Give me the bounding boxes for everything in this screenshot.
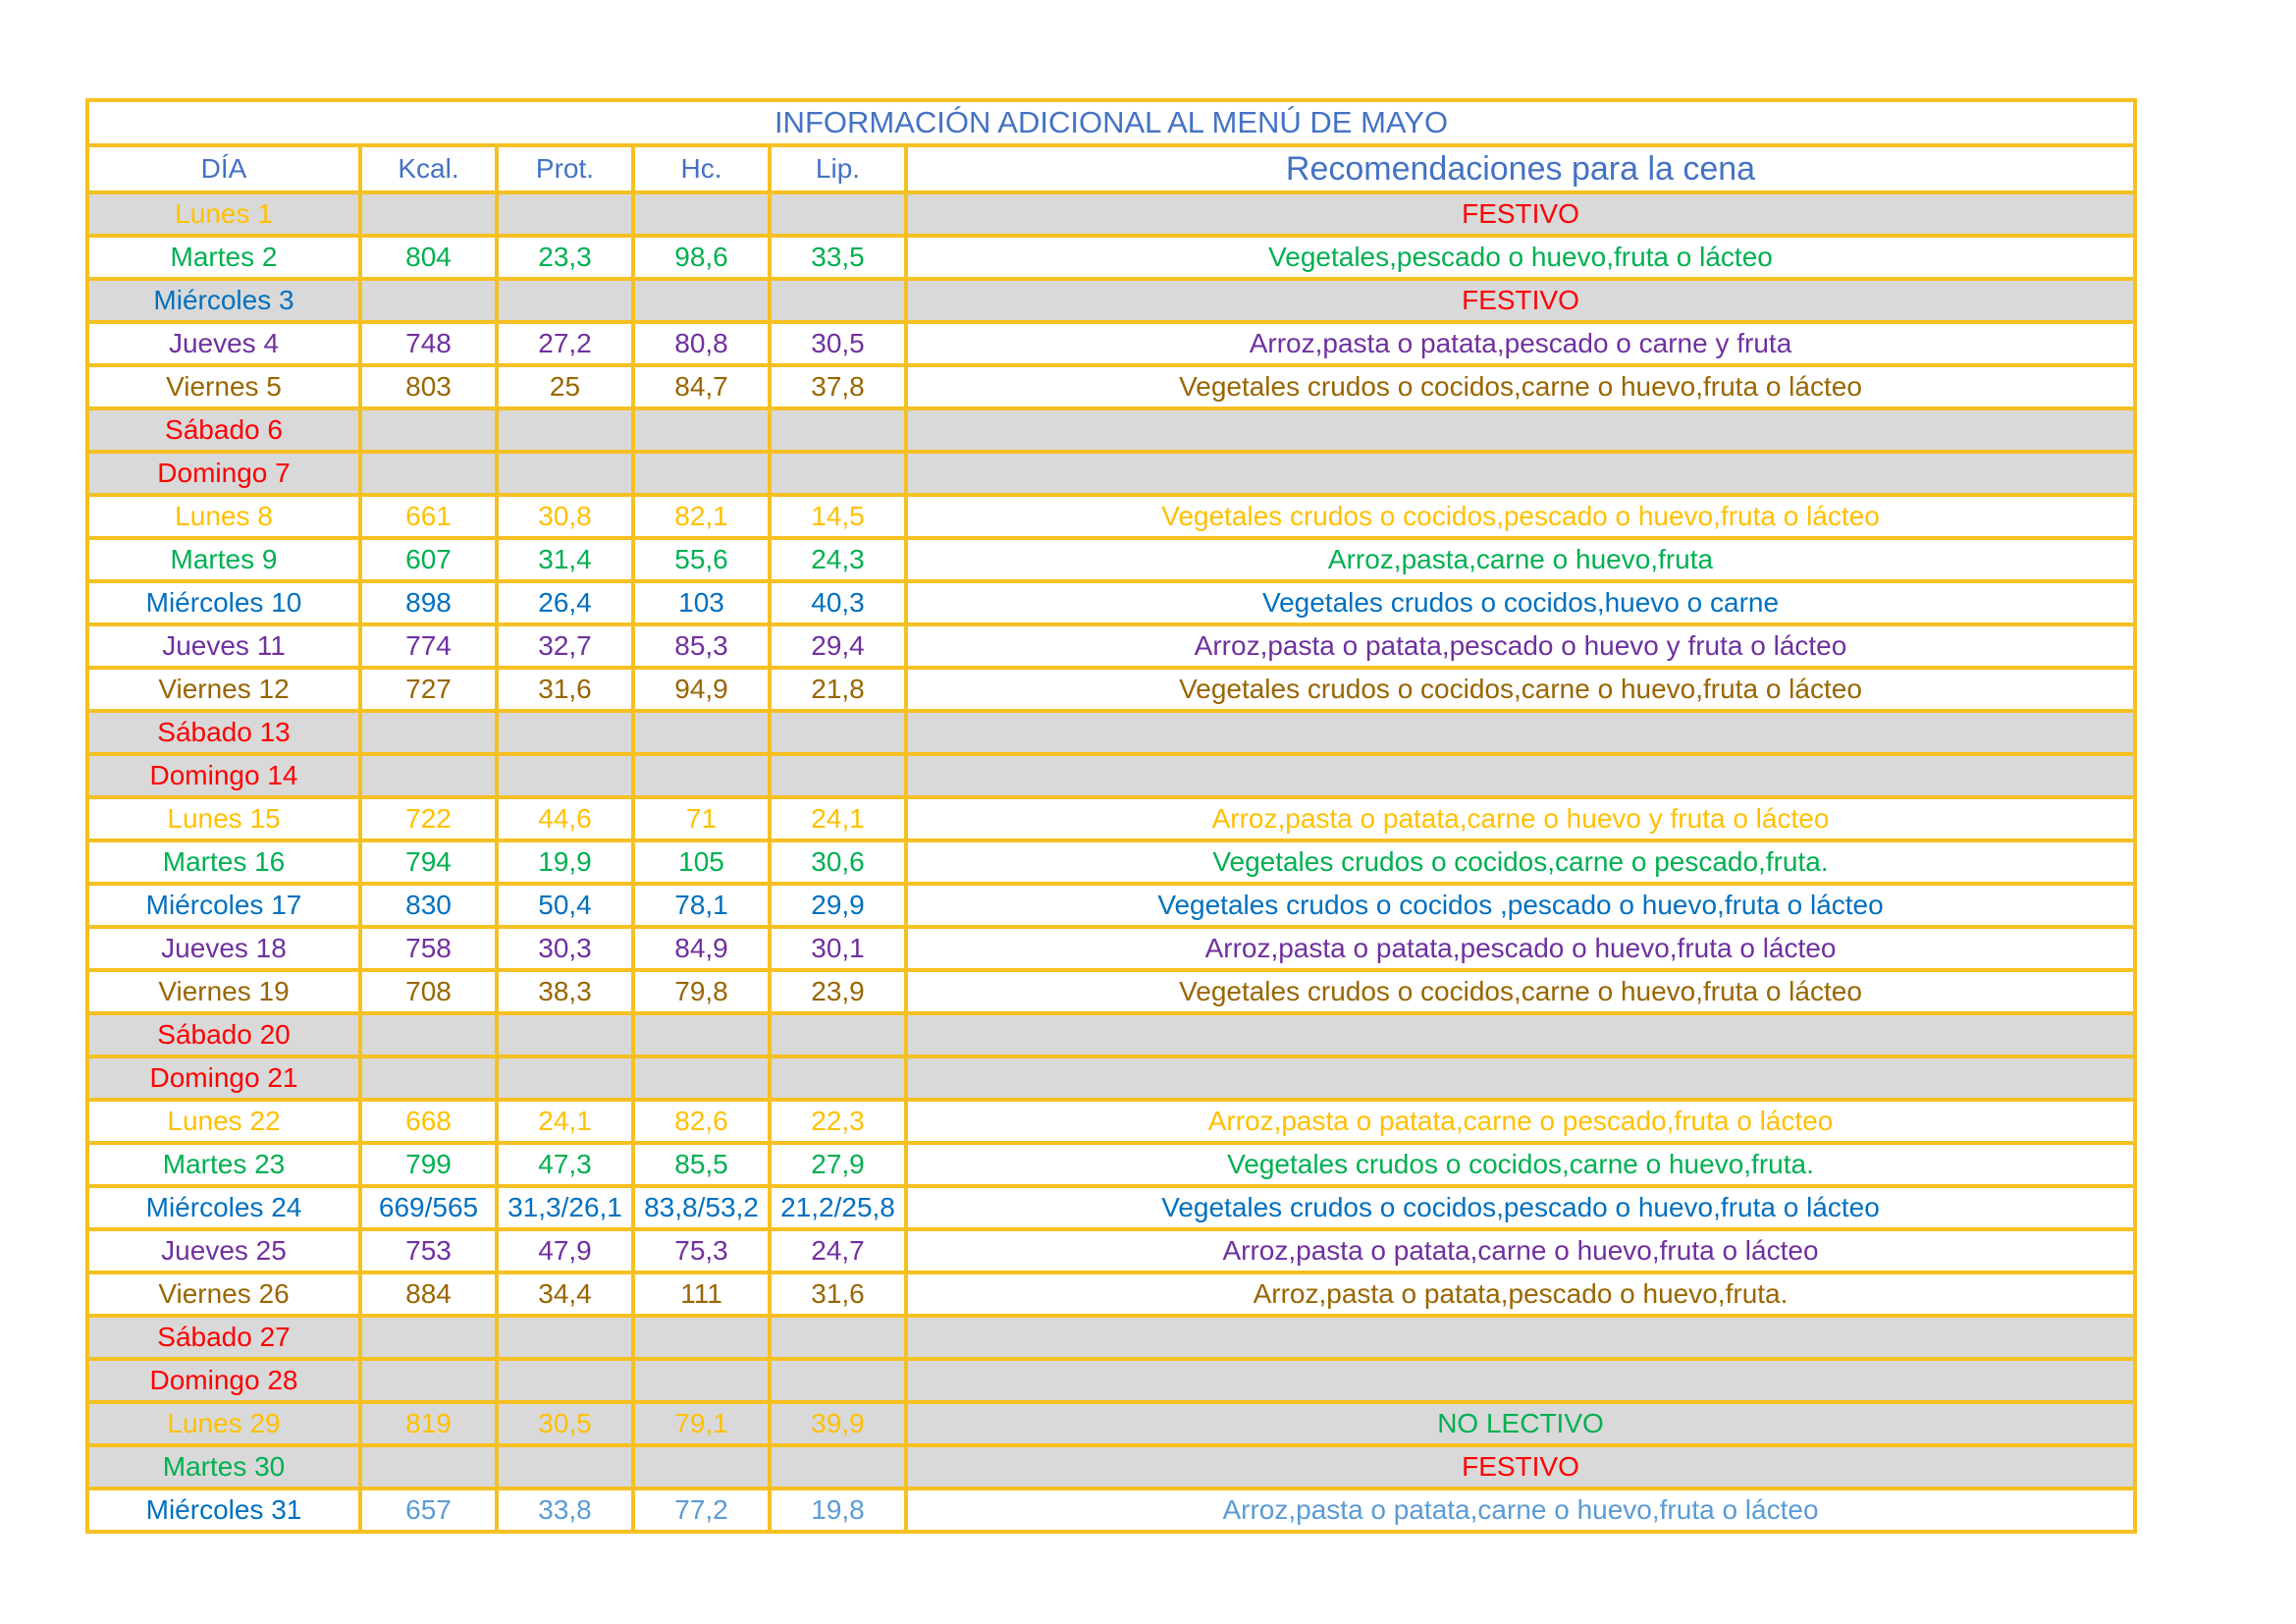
recommendation-cell: Arroz,pasta o patata,carne o huevo,fruta o lácteo	[906, 1229, 2135, 1272]
hc-cell: 75,3	[633, 1229, 770, 1272]
lip-cell: 30,5	[770, 322, 906, 365]
prot-cell: 31,6	[497, 668, 633, 711]
hc-cell: 82,6	[633, 1100, 770, 1143]
lip-cell	[770, 408, 906, 452]
hc-cell: 98,6	[633, 236, 770, 279]
hc-cell	[633, 408, 770, 452]
recommendation-cell: Arroz,pasta o patata,carne o huevo y fruta o lácteo	[906, 797, 2135, 840]
recommendation-cell	[906, 1056, 2135, 1100]
table-row	[87, 1489, 2135, 1532]
hc-cell	[633, 1359, 770, 1402]
kcal-cell	[360, 408, 497, 452]
day-cell: Domingo 28	[87, 1359, 360, 1402]
header-day: DÍA	[87, 145, 360, 192]
recommendation-cell	[906, 754, 2135, 797]
day-cell: Sábado 20	[87, 1013, 360, 1056]
hc-cell: 55,6	[633, 538, 770, 581]
prot-cell: 34,4	[497, 1272, 633, 1316]
kcal-cell	[360, 452, 497, 495]
hc-cell: 111	[633, 1272, 770, 1316]
day-cell: Domingo 7	[87, 452, 360, 495]
prot-cell: 33,8	[497, 1489, 633, 1532]
recommendation-cell: Arroz,pasta o patata,pescado o carne y fruta	[906, 322, 2135, 365]
lip-cell	[770, 452, 906, 495]
recommendation-cell: Vegetales crudos o cocidos,carne o huevo,fruta o lácteo	[906, 970, 2135, 1013]
hc-cell	[633, 452, 770, 495]
recommendation-cell	[906, 711, 2135, 754]
table-row	[87, 236, 2135, 279]
recommendation-cell: Vegetales crudos o cocidos,carne o pescado,fruta.	[906, 840, 2135, 884]
table-row	[87, 1186, 2135, 1229]
recommendation-cell: Arroz,pasta o patata,pescado o huevo y fruta o lácteo	[906, 624, 2135, 668]
prot-cell	[497, 408, 633, 452]
lip-cell	[770, 192, 906, 236]
prot-cell: 47,9	[497, 1229, 633, 1272]
lip-cell: 39,9	[770, 1402, 906, 1445]
lip-cell: 24,3	[770, 538, 906, 581]
day-cell: Viernes 26	[87, 1272, 360, 1316]
lip-cell: 21,2/25,8	[770, 1186, 906, 1229]
lip-cell: 23,9	[770, 970, 906, 1013]
table-row	[87, 1402, 2135, 1445]
lip-cell	[770, 1013, 906, 1056]
day-cell: Lunes 8	[87, 495, 360, 538]
recommendation-cell: Vegetales crudos o cocidos,carne o huevo,fruta o lácteo	[906, 365, 2135, 408]
title-row	[87, 100, 2135, 145]
table-row	[87, 452, 2135, 495]
prot-cell: 38,3	[497, 970, 633, 1013]
prot-cell: 32,7	[497, 624, 633, 668]
kcal-cell: 661	[360, 495, 497, 538]
hc-cell: 71	[633, 797, 770, 840]
day-cell: Miércoles 24	[87, 1186, 360, 1229]
kcal-cell	[360, 711, 497, 754]
kcal-cell: 669/565	[360, 1186, 497, 1229]
prot-cell	[497, 1445, 633, 1489]
kcal-cell: 657	[360, 1489, 497, 1532]
day-cell: Lunes 15	[87, 797, 360, 840]
lip-cell: 37,8	[770, 365, 906, 408]
prot-cell	[497, 1056, 633, 1100]
prot-cell: 44,6	[497, 797, 633, 840]
day-cell: Jueves 4	[87, 322, 360, 365]
recommendation-cell	[906, 452, 2135, 495]
header-lip: Lip.	[770, 145, 906, 192]
table-row	[87, 797, 2135, 840]
day-cell: Martes 2	[87, 236, 360, 279]
table-row	[87, 1056, 2135, 1100]
prot-cell: 50,4	[497, 884, 633, 927]
day-cell: Martes 23	[87, 1143, 360, 1186]
recommendation-cell	[906, 1316, 2135, 1359]
kcal-cell: 722	[360, 797, 497, 840]
table-row	[87, 322, 2135, 365]
hc-cell: 82,1	[633, 495, 770, 538]
table-row	[87, 970, 2135, 1013]
recommendation-cell: FESTIVO	[906, 192, 2135, 236]
recommendation-cell: Arroz,pasta,carne o huevo,fruta	[906, 538, 2135, 581]
day-cell: Martes 16	[87, 840, 360, 884]
table-row	[87, 1013, 2135, 1056]
prot-cell	[497, 1359, 633, 1402]
table-row	[87, 581, 2135, 624]
table-row	[87, 884, 2135, 927]
header-recommendations: Recomendaciones para la cena	[906, 145, 2135, 192]
hc-cell: 94,9	[633, 668, 770, 711]
prot-cell: 25	[497, 365, 633, 408]
prot-cell	[497, 1316, 633, 1359]
lip-cell: 30,1	[770, 927, 906, 970]
day-cell: Sábado 27	[87, 1316, 360, 1359]
table-row	[87, 668, 2135, 711]
hc-cell	[633, 1056, 770, 1100]
table-row	[87, 192, 2135, 236]
lip-cell: 29,4	[770, 624, 906, 668]
day-cell: Sábado 6	[87, 408, 360, 452]
recommendation-cell: Vegetales crudos o cocidos,carne o huevo,fruta.	[906, 1143, 2135, 1186]
lip-cell: 30,6	[770, 840, 906, 884]
day-cell: Jueves 25	[87, 1229, 360, 1272]
recommendation-cell: Vegetales crudos o cocidos,pescado o huevo,fruta o lácteo	[906, 1186, 2135, 1229]
day-cell: Domingo 21	[87, 1056, 360, 1100]
lip-cell: 31,6	[770, 1272, 906, 1316]
prot-cell: 19,9	[497, 840, 633, 884]
lip-cell	[770, 711, 906, 754]
recommendation-cell: Arroz,pasta o patata,carne o pescado,fruta o lácteo	[906, 1100, 2135, 1143]
day-cell: Miércoles 10	[87, 581, 360, 624]
recommendation-cell: Arroz,pasta o patata,pescado o huevo,fruta o lácteo	[906, 927, 2135, 970]
prot-cell: 30,5	[497, 1402, 633, 1445]
kcal-cell: 804	[360, 236, 497, 279]
kcal-cell: 830	[360, 884, 497, 927]
table-row	[87, 754, 2135, 797]
lip-cell	[770, 279, 906, 322]
table-row	[87, 365, 2135, 408]
recommendation-cell	[906, 1013, 2135, 1056]
prot-cell: 31,4	[497, 538, 633, 581]
prot-cell	[497, 1013, 633, 1056]
kcal-cell	[360, 1056, 497, 1100]
recommendation-cell: FESTIVO	[906, 279, 2135, 322]
lip-cell	[770, 754, 906, 797]
prot-cell: 23,3	[497, 236, 633, 279]
kcal-cell: 758	[360, 927, 497, 970]
lip-cell: 29,9	[770, 884, 906, 927]
lip-cell: 27,9	[770, 1143, 906, 1186]
kcal-cell: 884	[360, 1272, 497, 1316]
kcal-cell	[360, 1013, 497, 1056]
kcal-cell	[360, 754, 497, 797]
prot-cell: 30,8	[497, 495, 633, 538]
lip-cell: 22,3	[770, 1100, 906, 1143]
day-cell: Miércoles 31	[87, 1489, 360, 1532]
kcal-cell: 803	[360, 365, 497, 408]
recommendation-cell	[906, 408, 2135, 452]
day-cell: Viernes 5	[87, 365, 360, 408]
prot-cell: 31,3/26,1	[497, 1186, 633, 1229]
hc-cell: 85,3	[633, 624, 770, 668]
recommendation-cell: NO LECTIVO	[906, 1402, 2135, 1445]
kcal-cell: 753	[360, 1229, 497, 1272]
table-row	[87, 1100, 2135, 1143]
lip-cell: 24,7	[770, 1229, 906, 1272]
kcal-cell	[360, 1445, 497, 1489]
prot-cell: 26,4	[497, 581, 633, 624]
kcal-cell	[360, 192, 497, 236]
kcal-cell: 748	[360, 322, 497, 365]
recommendation-cell	[906, 1359, 2135, 1402]
kcal-cell: 898	[360, 581, 497, 624]
menu-table	[85, 98, 2137, 1534]
table-row	[87, 840, 2135, 884]
table-row	[87, 1143, 2135, 1186]
lip-cell: 24,1	[770, 797, 906, 840]
table-row	[87, 279, 2135, 322]
day-cell: Sábado 13	[87, 711, 360, 754]
day-cell: Miércoles 17	[87, 884, 360, 927]
kcal-cell	[360, 1316, 497, 1359]
table-row	[87, 1445, 2135, 1489]
prot-cell	[497, 711, 633, 754]
day-cell: Lunes 22	[87, 1100, 360, 1143]
day-cell: Miércoles 3	[87, 279, 360, 322]
hc-cell	[633, 279, 770, 322]
header-kcal: Kcal.	[360, 145, 497, 192]
header-prot: Prot.	[497, 145, 633, 192]
hc-cell: 78,1	[633, 884, 770, 927]
table-title: INFORMACIÓN ADICIONAL AL MENÚ DE MAYO	[87, 100, 2135, 145]
recommendation-cell: Arroz,pasta o patata,carne o huevo,fruta o lácteo	[906, 1489, 2135, 1532]
kcal-cell: 799	[360, 1143, 497, 1186]
prot-cell: 27,2	[497, 322, 633, 365]
kcal-cell: 819	[360, 1402, 497, 1445]
day-cell: Viernes 12	[87, 668, 360, 711]
table-row	[87, 495, 2135, 538]
day-cell: Martes 9	[87, 538, 360, 581]
hc-cell: 79,1	[633, 1402, 770, 1445]
prot-cell: 47,3	[497, 1143, 633, 1186]
hc-cell: 83,8/53,2	[633, 1186, 770, 1229]
table-body	[87, 192, 2135, 1532]
prot-cell	[497, 452, 633, 495]
recommendation-cell: Vegetales crudos o cocidos,pescado o huevo,fruta o lácteo	[906, 495, 2135, 538]
table-row	[87, 927, 2135, 970]
kcal-cell	[360, 279, 497, 322]
table-row	[87, 1229, 2135, 1272]
kcal-cell: 668	[360, 1100, 497, 1143]
recommendation-cell: Vegetales,pescado o huevo,fruta o lácteo	[906, 236, 2135, 279]
hc-cell	[633, 1445, 770, 1489]
recommendation-cell: Arroz,pasta o patata,pescado o huevo,fruta.	[906, 1272, 2135, 1316]
kcal-cell	[360, 1359, 497, 1402]
day-cell: Jueves 11	[87, 624, 360, 668]
hc-cell: 85,5	[633, 1143, 770, 1186]
kcal-cell: 708	[360, 970, 497, 1013]
kcal-cell: 727	[360, 668, 497, 711]
recommendation-cell: Vegetales crudos o cocidos ,pescado o huevo,fruta o lácteo	[906, 884, 2135, 927]
hc-cell	[633, 754, 770, 797]
hc-cell: 103	[633, 581, 770, 624]
day-cell: Jueves 18	[87, 927, 360, 970]
header-hc: Hc.	[633, 145, 770, 192]
lip-cell: 21,8	[770, 668, 906, 711]
day-cell: Lunes 29	[87, 1402, 360, 1445]
hc-cell	[633, 192, 770, 236]
lip-cell	[770, 1056, 906, 1100]
hc-cell	[633, 1316, 770, 1359]
header-row	[87, 145, 2135, 192]
kcal-cell: 607	[360, 538, 497, 581]
lip-cell	[770, 1359, 906, 1402]
prot-cell	[497, 279, 633, 322]
lip-cell: 14,5	[770, 495, 906, 538]
hc-cell: 77,2	[633, 1489, 770, 1532]
hc-cell: 84,7	[633, 365, 770, 408]
table-row	[87, 538, 2135, 581]
hc-cell	[633, 1013, 770, 1056]
lip-cell	[770, 1445, 906, 1489]
lip-cell: 33,5	[770, 236, 906, 279]
prot-cell	[497, 192, 633, 236]
recommendation-cell: Vegetales crudos o cocidos,huevo o carne	[906, 581, 2135, 624]
hc-cell: 80,8	[633, 322, 770, 365]
recommendation-cell: FESTIVO	[906, 1445, 2135, 1489]
prot-cell: 24,1	[497, 1100, 633, 1143]
hc-cell: 79,8	[633, 970, 770, 1013]
lip-cell: 40,3	[770, 581, 906, 624]
day-cell: Martes 30	[87, 1445, 360, 1489]
recommendation-cell: Vegetales crudos o cocidos,carne o huevo,fruta o lácteo	[906, 668, 2135, 711]
table-row	[87, 1272, 2135, 1316]
day-cell: Viernes 19	[87, 970, 360, 1013]
prot-cell	[497, 754, 633, 797]
day-cell: Lunes 1	[87, 192, 360, 236]
lip-cell: 19,8	[770, 1489, 906, 1532]
lip-cell	[770, 1316, 906, 1359]
table-row	[87, 711, 2135, 754]
table-row	[87, 1359, 2135, 1402]
hc-cell: 105	[633, 840, 770, 884]
day-cell: Domingo 14	[87, 754, 360, 797]
table-row	[87, 408, 2135, 452]
prot-cell: 30,3	[497, 927, 633, 970]
kcal-cell: 774	[360, 624, 497, 668]
kcal-cell: 794	[360, 840, 497, 884]
hc-cell	[633, 711, 770, 754]
table-row	[87, 624, 2135, 668]
table-row	[87, 1316, 2135, 1359]
hc-cell: 84,9	[633, 927, 770, 970]
